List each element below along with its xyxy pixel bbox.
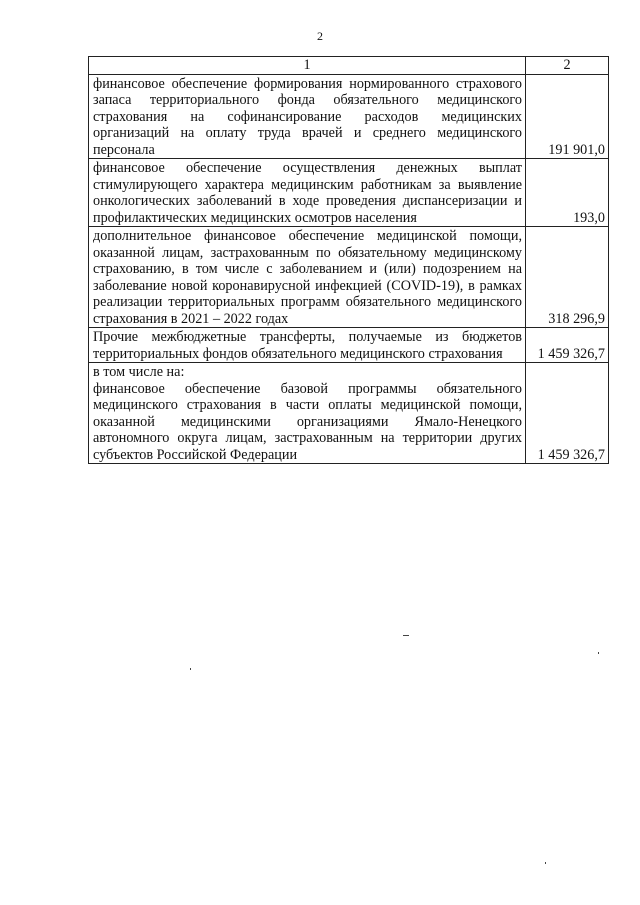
scan-speck <box>190 668 191 670</box>
table-row <box>89 74 609 159</box>
row-amount: 318 296,9 <box>526 227 609 328</box>
row-description: финансовое обеспечение осуществления денежных выплат стимулирующего характера медицинским работникам за выявление онкологических заболеваний в ходе проведения диспансеризации и профилактических медицинских осмотров населения <box>89 159 526 227</box>
row-amount: 191 901,0 <box>526 74 609 159</box>
table-row <box>89 363 609 464</box>
row-description: Прочие межбюджетные трансферты, получаемые из бюджетов территориальных фондов обязательного медицинского страхования <box>89 328 526 363</box>
row-intro: в том числе на: <box>93 364 185 380</box>
scan-speck <box>545 862 546 864</box>
column-header-2: 2 <box>526 57 609 75</box>
row-amount: 1 459 326,7 <box>526 363 609 464</box>
table-row <box>89 227 609 328</box>
row-description: финансовое обеспечение базовой программы обязательного медицинского страхования в части оплаты медицинской помощи, оказанной медицинскими организациями Ямало-Ненецкого автономного округа лицам, застрахованным на территории других субъектов Российской Федерации <box>93 380 522 463</box>
row-amount: 193,0 <box>526 159 609 227</box>
budget-table <box>88 56 609 464</box>
table-row <box>89 328 609 363</box>
page-number: 2 <box>317 29 323 43</box>
row-description: дополнительное финансовое обеспечение медицинской помощи, оказанной лицам, застрахованным по обязательному медицинскому страхованию, в том числе с заболеванием и (или) подозрением на заболевание новой коронавирусной инфекцией (COVID-19), в рамках реализации территориальных программ обязательного медицинского страхования в 2021 – 2022 годах <box>89 227 526 328</box>
row-description: финансовое обеспечение формирования нормированного страхового запаса территориального фонда обязательного медицинского страхования на софинансирование расходов медицинских организаций на оплату труда врачей и среднего медицинского персонала <box>89 74 526 159</box>
scan-speck <box>598 652 599 654</box>
row-description-group <box>89 363 526 464</box>
table-header-row <box>89 57 609 75</box>
table-row <box>89 159 609 227</box>
column-header-1: 1 <box>89 57 526 75</box>
scan-speck <box>403 635 409 636</box>
row-amount: 1 459 326,7 <box>526 328 609 363</box>
